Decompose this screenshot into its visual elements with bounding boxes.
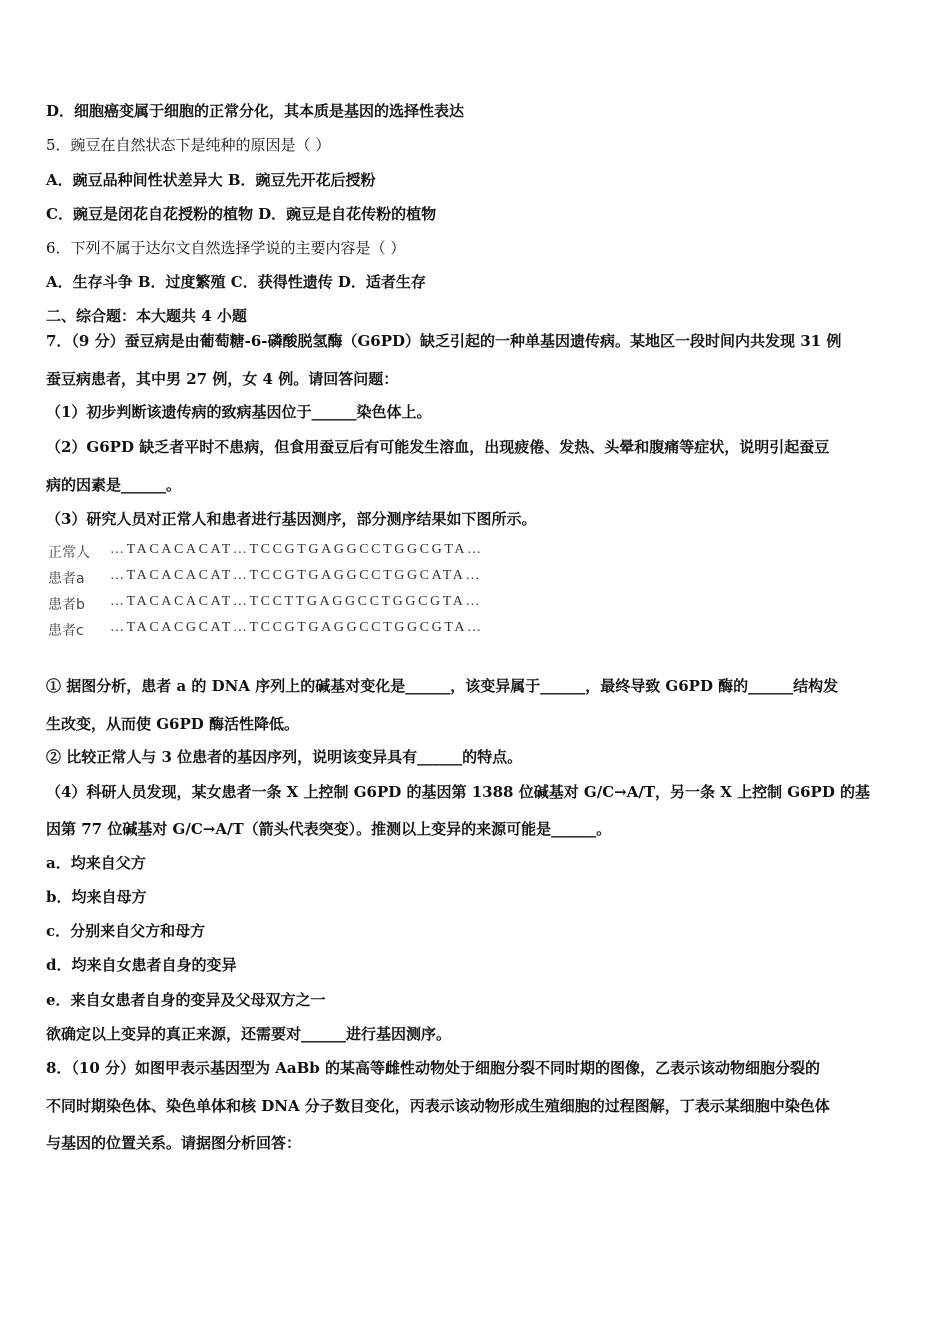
sequence-label: 患者c [48,623,84,639]
q7-sub-2: ② 比较正常人与 3 位患者的基因序列，说明该变异具有______的特点。 [46,748,523,766]
choice-e: e．来自女患者自身的变异及父母双方之一 [46,991,326,1009]
question-7-stem: 7．（9 分）蚕豆病是由葡萄糖-6-磷酸脱氢酶（G6PD）缺乏引起的一种单基因遗传病。某地区一段时间内共发现 31 例 [46,332,842,350]
sequence-label: 患者b [48,597,85,613]
question-6: 6．下列不属于达尔文自然选择学说的主要内容是（ ） [46,239,406,257]
sequence-text: …TACACACAT…TCCGTGAGGCCTGGCGTA… [110,542,484,557]
question-8-stem-cont: 不同时期染色体、染色单体和核 DNA 分子数目变化，丙表示该动物形成生殖细胞的过程图解，丁表示某细胞中染色体 [46,1097,830,1115]
sequence-text: …TACACACAT…TCCGTGAGGCCTGGCATA… [110,568,483,583]
question-7-stem-cont: 蚕豆病患者，其中男 27 例，女 4 例。请回答问题： [46,370,399,388]
choice-a: a．均来自父方 [46,854,146,872]
q7-part-3: （3）研究人员对正常人和患者进行基因测序，部分测序结果如下图所示。 [46,510,537,528]
section-heading: 二、综合题：本大题共 4 小题 [46,307,247,325]
choice-c: c．分别来自父方和母方 [46,922,206,940]
options-q6: A．生存斗争 B．过度繁殖 C．获得性遗传 D．适者生存 [46,273,426,291]
q7-part-4: （4）科研人员发现，某女患者一条 X 上控制 G6PD 的基因第 1388 位碱基对 G/C→A/T，另一条 X 上控制 G6PD 的基 [46,783,871,801]
q7-final: 欲确定以上变异的真正来源，还需要对______进行基因测序。 [46,1025,452,1043]
question-8-stem-end: 与基因的位置关系。请据图分析回答： [46,1134,302,1152]
sequence-label: 正常人 [48,545,90,561]
choice-d: d．均来自女患者自身的变异 [46,956,237,974]
option-d-q4: D．细胞癌变属于细胞的正常分化，其本质是基因的选择性表达 [46,102,465,120]
sequence-text: …TACACGCAT…TCCGTGAGGCCTGGCGTA… [110,620,484,635]
options-cd-q5: C．豌豆是闭花自花授粉的植物 D．豌豆是自花传粉的植物 [46,205,437,223]
choice-b: b．均来自母方 [46,888,147,906]
question-8-stem: 8．（10 分）如图甲表示基因型为 AaBb 的某高等雌性动物处于细胞分裂不同时期的图像，乙表示该动物细胞分裂的 [46,1059,821,1077]
q7-part-4-cont: 因第 77 位碱基对 G/C→A/T（箭头代表突变）。推测以上变异的来源可能是______。 [46,820,612,838]
q7-part-2-cont: 病的因素是______。 [46,476,182,494]
q7-part-1: （1）初步判断该遗传病的致病基因位于______染色体上。 [46,403,432,421]
options-ab-q5: A．豌豆品种间性状差异大 B．豌豆先开花后授粉 [46,171,376,189]
question-5: 5．豌豆在自然状态下是纯种的原因是（ ） [46,136,331,154]
q7-part-2: （2）G6PD 缺乏者平时不患病，但食用蚕豆后有可能发生溶血，出现疲倦、发热、头晕和腹痛等症状，说明引起蚕豆 [46,438,830,456]
q7-sub-1-cont: 生改变，从而使 G6PD 酶活性降低。 [46,715,299,733]
sequence-text: …TACACACAT…TCCTTGAGGCCTGGCGTA… [110,594,483,609]
sequence-label: 患者a [48,571,85,587]
q7-sub-1: ① 据图分析，患者 a 的 DNA 序列上的碱基对变化是______，该变异属于______，最终导致 G6PD 酶的______结构发 [46,677,839,695]
